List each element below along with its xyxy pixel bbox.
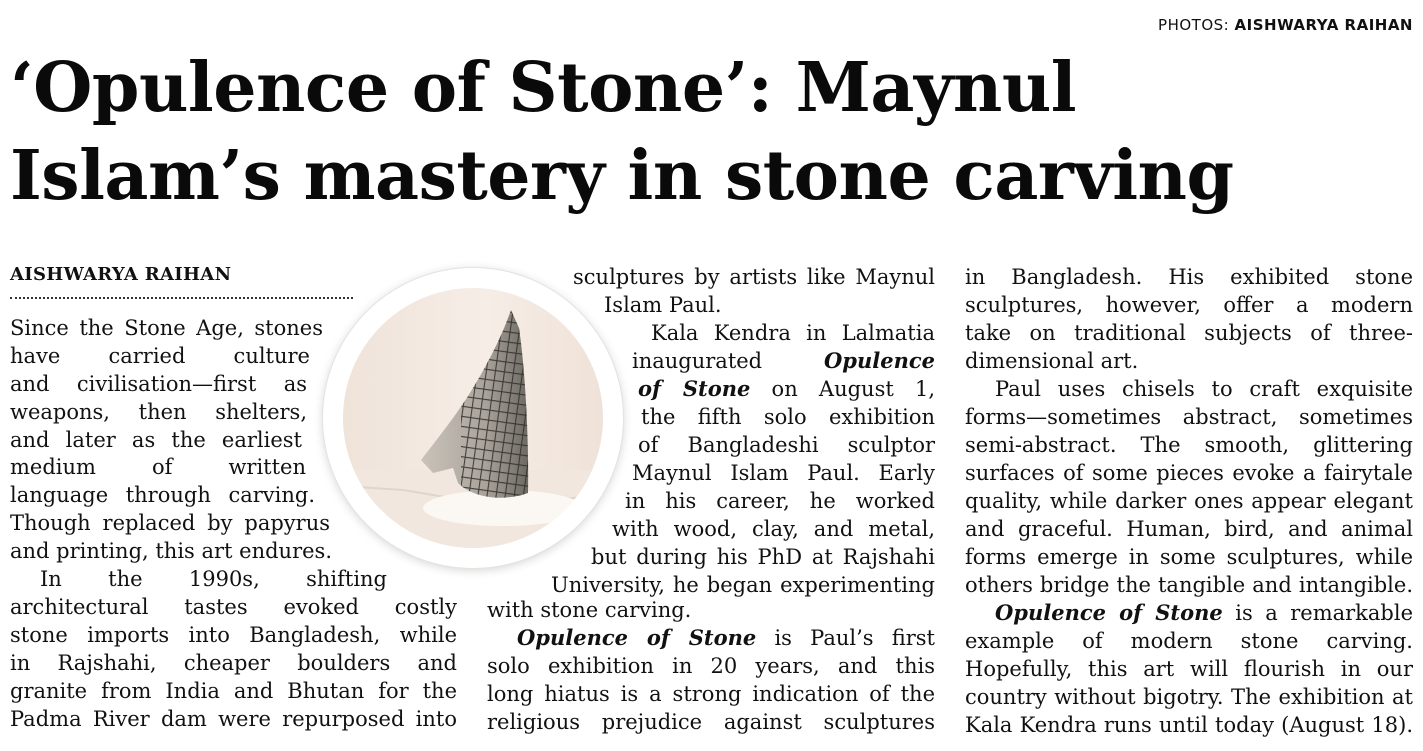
exhibition-title: Opulence of Stone bbox=[995, 600, 1223, 625]
body-line: in Bangladesh. His exhibited stone bbox=[965, 265, 1413, 289]
exhibition-title: of Stone bbox=[638, 376, 751, 401]
body-line: weapons, then shelters, bbox=[10, 400, 307, 424]
body-line: semi-abstract. The smooth, glittering bbox=[965, 433, 1413, 457]
body-text: is a remarkable bbox=[1222, 601, 1413, 625]
body-line bbox=[517, 624, 935, 652]
body-line: Since the Stone Age, stones bbox=[10, 316, 323, 340]
body-line: have carried culture bbox=[10, 344, 310, 368]
body-line: Islam Paul. bbox=[604, 293, 722, 317]
body-line: others bridge the tangible and intangible. bbox=[965, 573, 1413, 597]
body-line: Paul uses chisels to craft exquisite bbox=[995, 377, 1413, 401]
body-line: sculptures, however, offer a modern bbox=[965, 293, 1413, 317]
body-line: Maynul Islam Paul. Early bbox=[632, 461, 935, 485]
body-line: language through carving. bbox=[10, 483, 315, 507]
body-line: with stone carving. bbox=[487, 598, 692, 622]
body-line: granite from India and Bhutan for the bbox=[10, 679, 457, 703]
body-line: and graceful. Human, bird, and animal bbox=[965, 517, 1413, 541]
exhibition-title: Opulence bbox=[824, 348, 935, 373]
sculpture-icon bbox=[343, 288, 603, 548]
body-line: Kala Kendra in Lalmatia bbox=[651, 321, 935, 345]
body-text: is Paul’s first bbox=[756, 626, 935, 650]
body-line: quality, while darker ones appear elegant bbox=[965, 489, 1413, 513]
photo-credit-label: PHOTOS: bbox=[1158, 16, 1230, 34]
body-line: in Rajshahi, cheaper boulders and bbox=[10, 651, 457, 675]
body-line: forms—sometimes abstract, sometimes bbox=[965, 405, 1413, 429]
body-line: In the 1990s, shifting bbox=[40, 567, 387, 591]
body-line: University, he began experimenting bbox=[551, 573, 935, 597]
byline-divider bbox=[10, 297, 353, 299]
body-text: on August 1, bbox=[750, 377, 936, 401]
photo-credit bbox=[1158, 16, 1413, 34]
body-line: sculptures by artists like Maynul bbox=[573, 265, 935, 289]
body-line: and civilisation—first as bbox=[10, 372, 307, 396]
body-line: architectural tastes evoked costly bbox=[10, 595, 457, 619]
body-line: long hiatus is a strong indication of the bbox=[487, 682, 935, 706]
body-line bbox=[995, 599, 1413, 627]
body-text: inaugurated bbox=[632, 349, 824, 373]
byline: AISHWARYA RAIHAN bbox=[10, 264, 232, 285]
body-line: country without bigotry. The exhibition at bbox=[965, 685, 1413, 709]
exhibition-title: Opulence of Stone bbox=[517, 625, 757, 650]
body-line: medium of written bbox=[10, 455, 306, 479]
body-line: surfaces of some pieces evoke a fairytale bbox=[965, 461, 1413, 485]
headline-line-1: ‘Opulence of Stone’: Maynul bbox=[10, 48, 1077, 128]
body-line: Hopefully, this art will flourish in our bbox=[965, 657, 1413, 681]
body-line: Padma River dam were repurposed into bbox=[10, 707, 457, 731]
body-line: and printing, this art endures. bbox=[10, 539, 333, 563]
headline bbox=[10, 44, 1420, 220]
body-line: dimensional art. bbox=[965, 349, 1139, 373]
body-line: forms emerge in some sculptures, while bbox=[965, 545, 1413, 569]
body-line: Kala Kendra runs until today (August 18). bbox=[965, 713, 1413, 737]
photo-frame bbox=[323, 268, 623, 568]
photo-credit-name: AISHWARYA RAIHAN bbox=[1234, 16, 1413, 34]
body-line bbox=[632, 347, 935, 375]
body-line: but during his PhD at Rajshahi bbox=[591, 545, 935, 569]
body-line: and later as the earliest bbox=[10, 428, 302, 452]
body-line: with wood, clay, and metal, bbox=[612, 517, 935, 541]
body-line: in his career, he worked bbox=[625, 489, 935, 513]
body-line: example of modern stone carving. bbox=[965, 629, 1413, 653]
headline-line-2: Islam’s mastery in stone carving bbox=[10, 136, 1234, 216]
body-line: solo exhibition in 20 years, and this bbox=[487, 654, 935, 678]
body-line: Though replaced by papyrus bbox=[10, 511, 330, 535]
body-line: the fifth solo exhibition bbox=[641, 405, 935, 429]
body-line: of Bangladeshi sculptor bbox=[638, 433, 935, 457]
body-line bbox=[638, 375, 935, 403]
sculpture-photo bbox=[343, 288, 603, 548]
body-line: religious prejudice against sculptures bbox=[487, 710, 935, 734]
body-line: stone imports into Bangladesh, while bbox=[10, 623, 457, 647]
body-line: take on traditional subjects of three- bbox=[965, 321, 1413, 345]
